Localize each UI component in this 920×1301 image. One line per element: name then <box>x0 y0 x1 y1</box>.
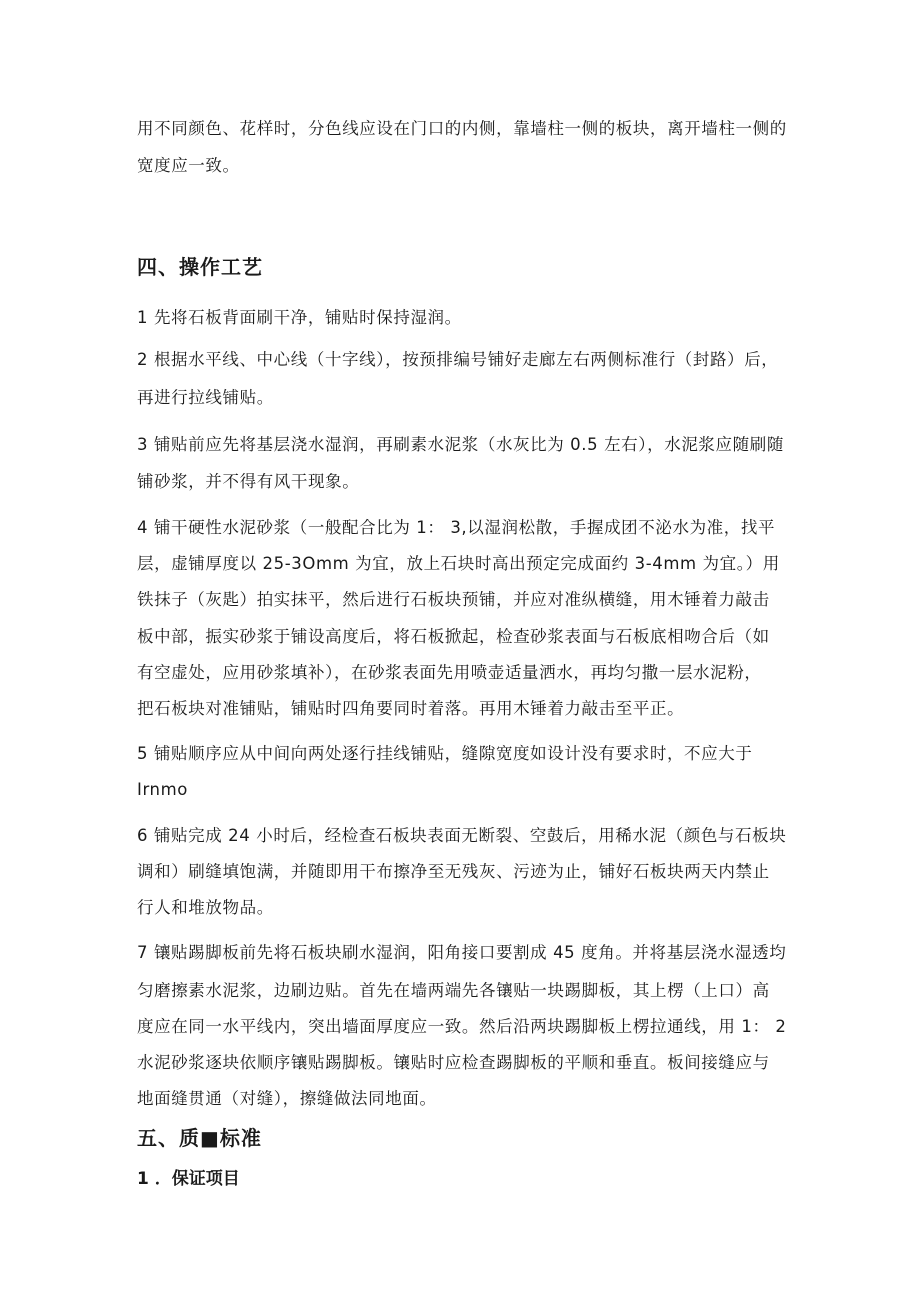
step-4-line-5: 有空虚处，应用砂浆填补），在砂浆表面先用喷壶适量洒水，再均匀撒一层水泥粉， <box>137 663 762 682</box>
step-4-line-2: 层，虚铺厚度以 25-3Omm 为宜，放上石块时高出预定完成面约 3-4mm 为宜。）用 <box>137 554 780 573</box>
step-7-line-3: 度应在同一水平线内，突出墙面厚度应一致。然后沿两块踢脚板上楞拉通线，用 1： 2 <box>137 1017 787 1036</box>
intro-line-2: 宽度应一致。 <box>137 156 240 175</box>
step-7-line-2: 匀磨擦素水泥浆，边刷边贴。首先在墙两端先各镶贴一块踢脚板，其上楞（上口）高 <box>137 981 770 1000</box>
step-6-line-2: 调和）刷缝填饱满，并随即用干布擦净至无残灰、污迹为止，铺好石板块两天内禁止 <box>137 862 770 881</box>
step-4-line-4: 板中部，振实砂浆于铺设高度后，将石板掀起，检查砂浆表面与石板底相吻合后（如 <box>137 627 770 646</box>
section-5-heading: 五、质■标准 <box>137 1126 262 1150</box>
step-2-line-1: 2 根据水平线、中心线（十字线），按预排编号铺好走廊左右两侧标准行（封路）后， <box>137 350 779 369</box>
step-4-line-6: 把石板块对准铺贴，铺贴时四角要同时着落。再用木锤着力敲击至平正。 <box>137 699 685 718</box>
step-7-line-5: 地面缝贯通（对缝），擦缝做法同地面。 <box>137 1089 437 1108</box>
step-6-line-1: 6 铺贴完成 24 小时后，经检查石板块表面无断裂、空鼓后，用稀水泥（颜色与石板块 <box>137 826 787 845</box>
step-3-line-2: 铺砂浆，并不得有风干现象。 <box>137 472 360 491</box>
step-6-line-3: 行人和堆放物品。 <box>137 898 274 917</box>
intro-line-1: 用不同颜色、花样时，分色线应设在门口的内侧，靠墙柱一侧的板块，离开墙柱一侧的 <box>137 119 787 138</box>
step-2-line-2: 再进行拉线铺贴。 <box>137 388 274 407</box>
step-4-line-3: 铁抹子（灰匙）拍实抹平，然后进行石板块预铺，并应对准纵横缝，用木锤着力敲击 <box>137 590 770 609</box>
section-5-subheading: 1 ．保证项目 <box>137 1169 240 1189</box>
step-5-line-2: Irnmo <box>137 780 188 799</box>
step-4-line-1: 4 铺干硬性水泥砂浆（一般配合比为 1： 3,以湿润松散，手握成团不泌水为准，找平 <box>137 518 776 537</box>
step-7-line-1: 7 镶贴踢脚板前先将石板块刷水湿润，阳角接口要割成 45 度角。并将基层浇水湿透均 <box>137 943 787 962</box>
step-3-line-1: 3 铺贴前应先将基层浇水湿润，再刷素水泥浆（水灰比为 0.5 左右），水泥浆应随刷随 <box>137 435 784 454</box>
step-5-line-1: 5 铺贴顺序应从中间向两处逐行挂线铺贴，缝隙宽度如设计没有要求时，不应大于 <box>137 744 753 763</box>
step-1-line-1: 1 先将石板背面刷干净，铺贴时保持湿润。 <box>137 308 462 327</box>
section-4-heading: 四、操作工艺 <box>137 255 263 279</box>
step-7-line-4: 水泥砂浆逐块依顺序镶贴踢脚板。镶贴时应检查踢脚板的平顺和垂直。板间接缝应与 <box>137 1053 770 1072</box>
